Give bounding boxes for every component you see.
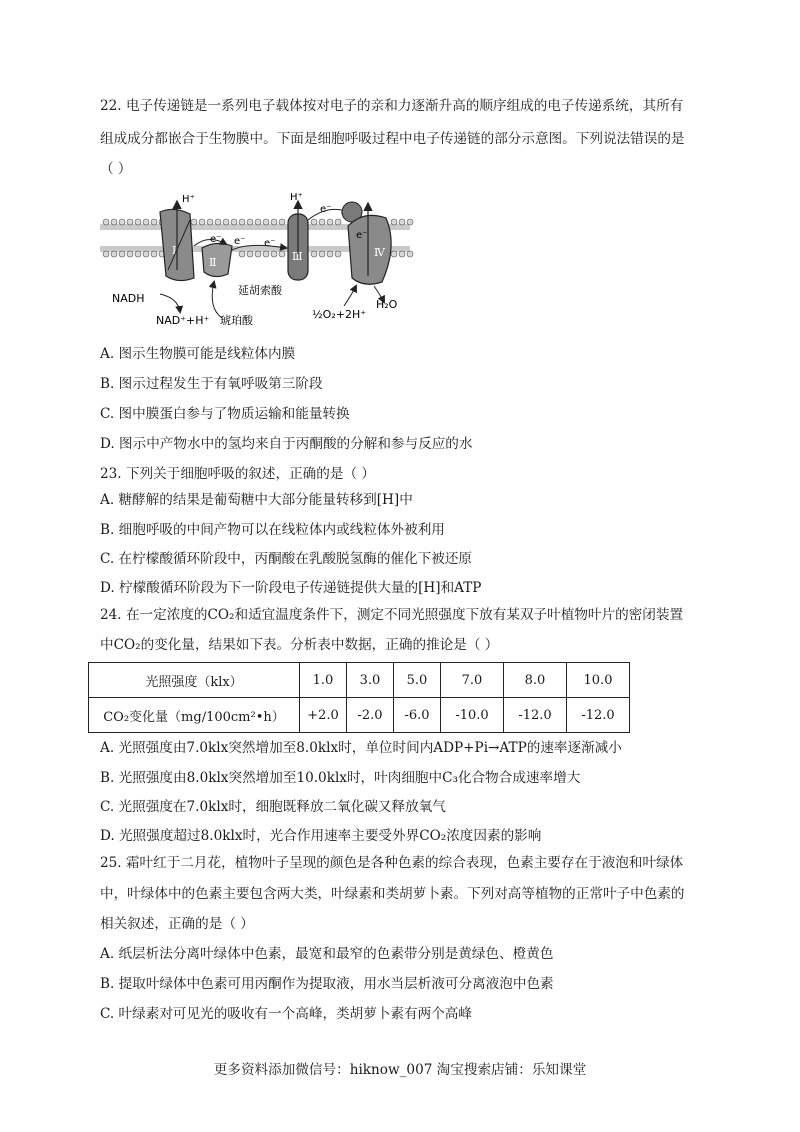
q22-option-b: B. 图示过程发生于有氧呼吸第三阶段 [100,376,323,392]
table-row [89,663,630,698]
q25-option-a: A. 纸层析法分离叶绿体中色素，最宽和最窄的色素带分别是黄绿色、橙黄色 [100,946,554,962]
page-footer: 更多资料添加微信号：hiknow_007 淘宝搜索店铺：乐知课堂 [213,1062,587,1078]
electron-transport-chain-diagram [98,190,418,330]
oxygen-label: ½O₂+2H⁺ [312,308,367,321]
q22-option-c: C. 图中膜蛋白参与了物质运输和能量转换 [100,406,350,422]
q23-option-a: A. 糖酵解的结果是葡萄糖中大部分能量转移到[H]中 [100,492,413,508]
q22-option-d: D. 图示中产物水中的氢均来自于丙酮酸的分解和参与反应的水 [100,436,473,452]
table-cell: 7.0 [441,663,504,698]
complex-ii-label: Ⅱ [209,256,217,269]
q24-option-c: C. 光照强度在7.0klx时，细胞既释放二氧化碳又释放氧气 [100,799,446,815]
q22-stem-line1: 22. 电子传递链是一系列电子载体按对电子的亲和力逐渐升高的顺序组成的电子传递系统，其所有 [100,98,684,114]
table-cell: -12.0 [504,698,567,733]
succinate-label: 琥珀酸 [220,314,253,327]
q25-option-c: C. 叶绿素对可见光的吸收有一个高峰，类胡萝卜素有两个高峰 [100,1006,472,1022]
h-label-1: H⁺ [182,194,195,205]
e-label-1: e⁻ [210,234,222,245]
table-cell: -6.0 [394,698,441,733]
e-label-4: e⁻ [320,204,332,215]
table-cell: 10.0 [567,663,630,698]
q23-option-d: D. 柠檬酸循环阶段为下一阶段电子传递链提供大量的[H]和ATP [100,580,482,596]
q25-option-b: B. 提取叶绿体中色素可用丙酮作为提取液，用水当层析液可分离液泡中色素 [100,976,554,992]
table-cell: -2.0 [347,698,394,733]
table-cell: +2.0 [300,698,347,733]
nadh-label: NADH [112,292,145,305]
complex-ii-shape [202,243,232,276]
e-label-2: e⁻ [234,236,246,247]
q22-stem-line2: 组成成分都嵌合于生物膜中。下面是细胞呼吸过程中电子传递链的部分示意图。下列说法错误的是 [100,131,685,147]
q24-stem-line1: 24. 在一定浓度的CO₂和适宜温度条件下，测定不同光照强度下放有某双子叶植物叶片的密闭装置 [100,607,684,623]
light-co2-table [88,662,630,733]
q22-option-a: A. 图示生物膜可能是线粒体内膜 [100,346,296,362]
table-cell: 5.0 [394,663,441,698]
succinate-arrow [212,282,222,318]
complex-iv-label: Ⅳ [374,246,385,259]
q24-option-a: A. 光照强度由7.0klx突然增加至8.0klx时，单位时间内ADP+Pi→ATP的速率逐渐减小 [100,740,622,756]
q25-stem-line2: 中，叶绿体中的色素主要包含两大类，叶绿素和类胡萝卜素。下列对高等植物的正常叶子中色素的 [100,886,685,902]
table-cell: -12.0 [567,698,630,733]
e-label-3: e⁻ [264,238,276,249]
q23-option-c: C. 在柠檬酸循环阶段中，丙酮酸在乳酸脱氢酶的催化下被还原 [100,551,472,567]
q25-stem-line1: 25. 霜叶红于二月花，植物叶子呈现的颜色是各种色素的综合表现，色素主要存在于液泡和叶绿体 [100,855,684,871]
table-cell: 3.0 [347,663,394,698]
q24-option-b: B. 光照强度由8.0klx突然增加至10.0klx时，叶肉细胞中C₃化合物合成速率增大 [100,770,581,786]
q23-option-b: B. 细胞呼吸的中间产物可以在线粒体内或线粒体外被利用 [100,522,445,538]
water-label: H₂O [376,298,398,311]
oxygen-arrow [344,286,356,306]
q25-stem-line3: 相关叙述，正确的是（ ） [100,916,254,932]
complex-iii-label: Ⅲ [292,250,303,263]
q24-stem-line2: 中CO₂的变化量，结果如下表。分析表中数据，正确的推论是（ ） [100,637,499,653]
table-cell: 8.0 [504,663,567,698]
table-cell: -10.0 [441,698,504,733]
nad-label: NAD⁺+H⁺ [156,314,210,327]
complex-i-label: Ⅰ [172,244,177,257]
h-label-2: H⁺ [290,192,303,203]
table-row-label: CO₂变化量（mg/100cm²•h） [89,698,300,733]
table-row [89,698,630,733]
nadh-arrow [160,294,180,312]
e-label-5: e⁻ [356,230,368,241]
q23-stem: 23. 下列关于细胞呼吸的叙述，正确的是（ ） [100,466,375,482]
fumarate-label: 延胡索酸 [238,284,282,297]
table-cell: 1.0 [300,663,347,698]
q24-option-d: D. 光照强度超过8.0klx时，光合作用速率主要受外界CO₂浓度因素的影响 [100,828,542,844]
q22-stem-line3: （ ） [100,161,132,177]
table-row-label: 光照强度（klx） [89,663,300,698]
